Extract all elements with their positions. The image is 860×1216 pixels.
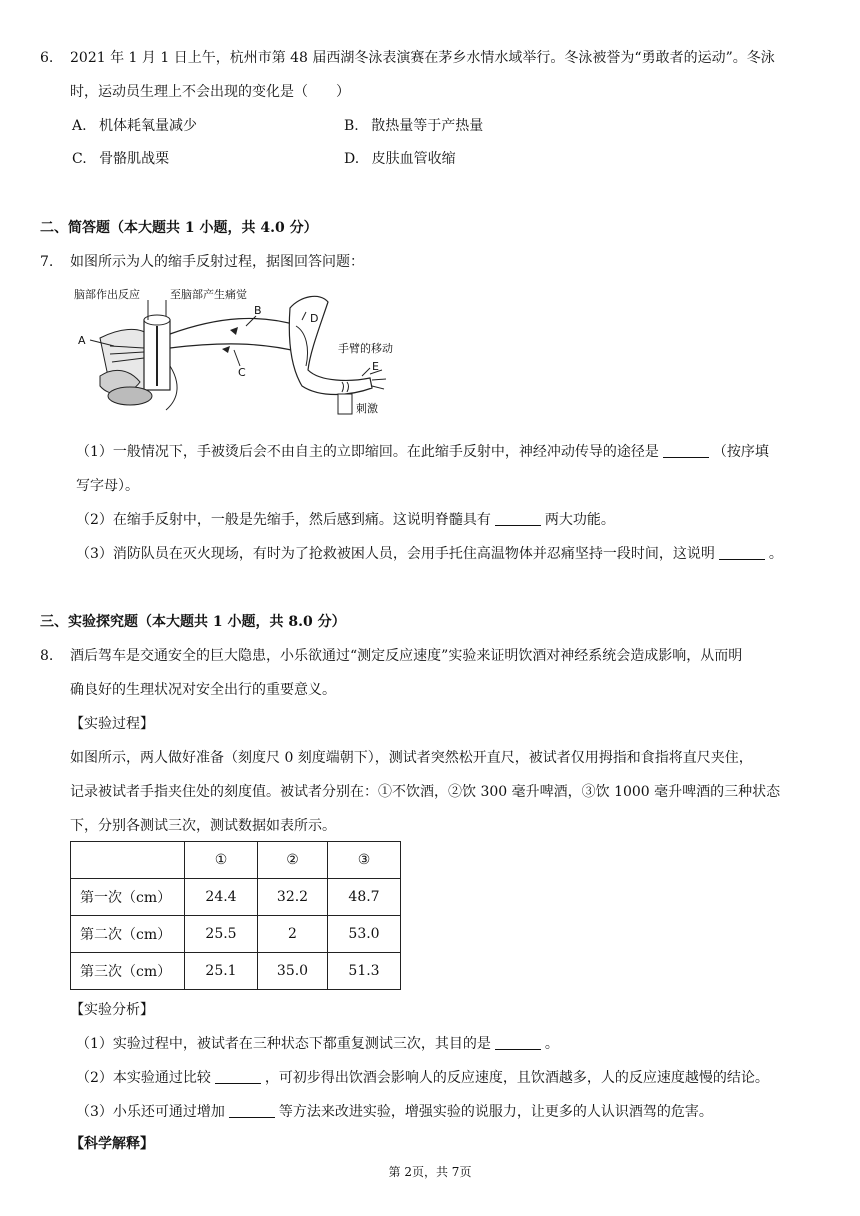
- analysis-3: [76, 1102, 713, 1122]
- table-cell: 24.4: [185, 879, 258, 916]
- option-text: 骨骼肌战栗: [99, 151, 170, 167]
- subquestion-text: （3）消防队员在灭火现场，有时为了抢救被困人员，会用手托住高温物体并忍痛坚持一段时间，这说明: [76, 546, 715, 562]
- label-e: E: [372, 360, 379, 373]
- subquestion-3: [76, 544, 783, 564]
- paragraph-text: 如图所示，两人做好准备（刻度尺 0 刻度端朝下），测试者突然松开直尺，被试者仅用拇指和食指将直尺夹住，: [70, 750, 753, 766]
- label-pain: 至脑部产生痛觉: [170, 288, 247, 301]
- table-cell: 25.1: [185, 953, 258, 990]
- table-row: [71, 879, 401, 916]
- page-footer: 第 2页，共 7页: [388, 1165, 472, 1179]
- table-header-row: [71, 842, 401, 879]
- subquestion-text: 写字母）。: [76, 478, 139, 494]
- option-c: [72, 149, 169, 169]
- subquestion-2: [76, 510, 615, 530]
- option-text: 机体耗氧量减少: [99, 118, 198, 134]
- table-row: [71, 953, 401, 990]
- subquestion-text: （3）小乐还可通过增加: [76, 1104, 225, 1120]
- table-cell: 53.0: [328, 916, 401, 953]
- experiment-analysis-heading: 【实验分析】: [70, 1002, 154, 1018]
- label-b: B: [254, 304, 262, 317]
- section-title: 二、简答题（本大题共 1 小题，共 4.0 分）: [40, 220, 318, 236]
- scientific-explanation-heading: 【科学解释】: [70, 1136, 154, 1152]
- analysis-1: [76, 1034, 559, 1054]
- table-cell: 51.3: [328, 953, 401, 990]
- table-row: [71, 916, 401, 953]
- question-text: 如图所示为人的缩手反射过程，据图回答问题：: [70, 254, 364, 270]
- table-cell: 第一次（cm）: [71, 879, 185, 916]
- label-a: A: [78, 334, 86, 347]
- question-number: 7.: [40, 254, 54, 270]
- subquestion-text: 。: [768, 546, 783, 562]
- table-cell: 35.0: [258, 953, 328, 990]
- question-number: 6.: [40, 50, 54, 66]
- label-stimulus: 刺激: [356, 402, 378, 415]
- answer-blank[interactable]: [663, 443, 709, 458]
- label-d: D: [310, 312, 319, 325]
- answer-blank[interactable]: [215, 1069, 261, 1084]
- option-label: A.: [72, 118, 87, 134]
- experiment-process-heading: 【实验过程】: [70, 716, 154, 732]
- answer-blank[interactable]: [495, 1035, 541, 1050]
- question-text: 酒后驾车是交通安全的巨大隐患，小乐欲通过“测定反应速度”实验来证明饮酒对神经系统会造成影响，从而明: [70, 648, 743, 664]
- option-label: D.: [344, 151, 360, 167]
- subquestion-text: （按序填: [712, 444, 769, 460]
- option-label: B.: [344, 118, 359, 134]
- question-text: 时，运动员生理上不会出现的变化是（ ）: [70, 84, 350, 100]
- option-text: 皮肤血管收缩: [371, 151, 456, 167]
- subquestion-text: （2）在缩手反射中，一般是先缩手，然后感到痛。这说明脊髓具有: [76, 512, 491, 528]
- subquestion-text: （1）一般情况下，手被烫后会不由自主的立即缩回。在此缩手反射中，神经冲动传导的途径是: [76, 444, 659, 460]
- question-text: 确良好的生理状况对安全出行的重要意义。: [70, 682, 336, 698]
- subquestion-1: [76, 442, 769, 462]
- option-a: [72, 116, 197, 136]
- analysis-2: [76, 1068, 769, 1088]
- subquestion-text: 等方法来改进实验，增强实验的说服力，让更多的人认识酒驾的危害。: [278, 1104, 713, 1120]
- paragraph-text: 下，分别各测试三次，测试数据如表所示。: [70, 818, 336, 834]
- label-brain-reaction: 脑部作出反应: [74, 288, 140, 301]
- table-header-cell: ①: [185, 842, 258, 879]
- subquestion-text: ，可初步得出饮酒会影响人的反应速度，且饮酒越多，人的反应速度越慢的结论。: [264, 1070, 769, 1086]
- answer-blank[interactable]: [495, 511, 541, 526]
- answer-blank[interactable]: [229, 1103, 275, 1118]
- question-text: 2021 年 1 月 1 日上午，杭州市第 48 届西湖冬泳表演赛在茅乡水情水域举行。冬泳被誉为“勇敢者的运动”。冬泳: [70, 50, 775, 66]
- subquestion-text: 。: [544, 1036, 559, 1052]
- table-cell: 48.7: [328, 879, 401, 916]
- option-text: 散热量等于产热量: [371, 118, 484, 134]
- option-b: [344, 116, 483, 136]
- reflex-arc-figure: [70, 286, 400, 424]
- results-table: [70, 841, 401, 990]
- option-label: C.: [72, 151, 87, 167]
- section-title: 三、实验探究题（本大题共 1 小题，共 8.0 分）: [40, 614, 346, 630]
- label-c: C: [238, 366, 246, 379]
- subquestion-text: （1）实验过程中，被试者在三种状态下都重复测试三次，其目的是: [76, 1036, 491, 1052]
- answer-blank[interactable]: [719, 545, 765, 560]
- table-cell: 32.2: [258, 879, 328, 916]
- table-cell: 2: [258, 916, 328, 953]
- option-d: [344, 149, 456, 169]
- paragraph-text: 记录被试者手指夹住处的刻度值。被试者分别在：①不饮酒，②饮 300 毫升啤酒，③饮 1000 毫升啤酒的三种状态: [70, 784, 781, 800]
- table-header-cell: ③: [328, 842, 401, 879]
- table-header-cell: [71, 842, 185, 879]
- table-cell: 25.5: [185, 916, 258, 953]
- subquestion-text: （2）本实验通过比较: [76, 1070, 211, 1086]
- subquestion-text: 两大功能。: [544, 512, 615, 528]
- table-cell: 第二次（cm）: [71, 916, 185, 953]
- label-arm-movement: 手臂的移动: [338, 342, 393, 355]
- table-cell: 第三次（cm）: [71, 953, 185, 990]
- question-number: 8.: [40, 648, 54, 664]
- table-header-cell: ②: [258, 842, 328, 879]
